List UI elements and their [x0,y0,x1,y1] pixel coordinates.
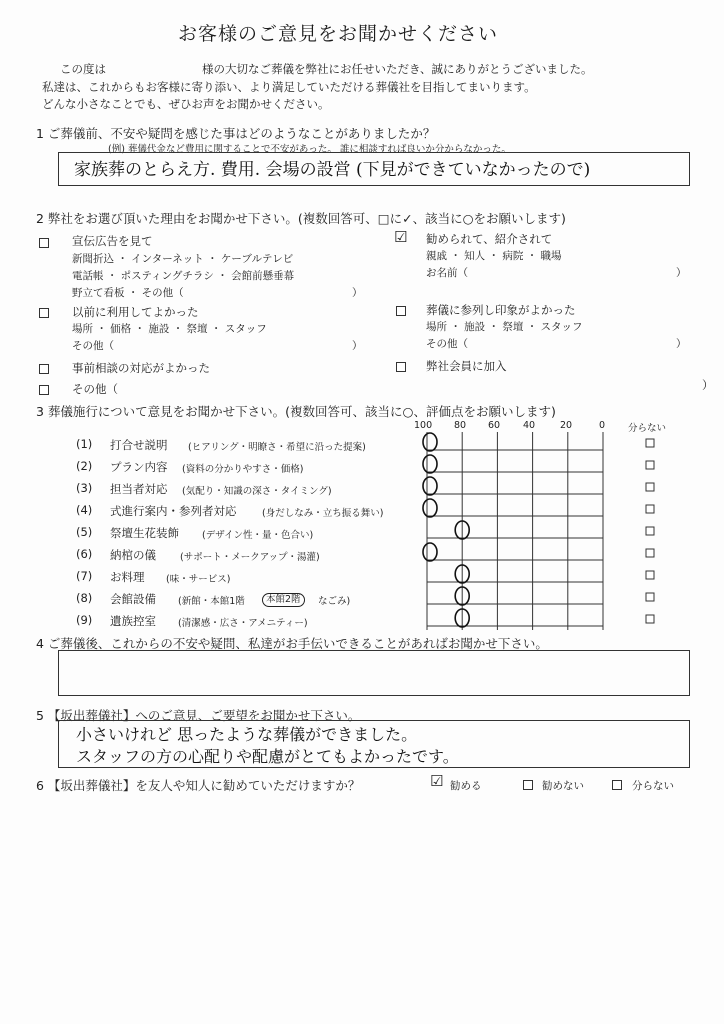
q6-unknown-checkbox[interactable] [612,780,622,790]
q3-item-name: 祭壇生花装飾 [110,526,179,540]
q2-rec-line2: お名前（ [426,267,468,279]
q2-consult-label: 事前相談の対応がよかった [72,361,210,375]
scale-label-80: 80 [454,420,467,431]
q1-answer: 家族葬のとらえ方. 費用. 会場の設営 (下見ができていなかったので) [74,160,591,180]
q2-ad-line1: 新聞折込 ・ インターネット ・ ケーブルテレビ [72,253,294,265]
q3-item-num: (6) [76,547,93,561]
scale-unknown-label: 分らない [628,423,667,434]
q3-item-detail: (清潔感・広さ・アメニティー) [178,618,308,629]
q2-other-close: ） [702,378,714,392]
q3-item-detail: (サポート・メークアップ・湯灌) [180,552,320,563]
score-circle-mark [423,477,437,495]
q3-item-num: (5) [76,525,93,539]
q2-attend-close: ） [676,338,687,350]
scale-label-0: 0 [599,420,606,431]
scale-label-20: 20 [560,420,573,431]
q3-item-detail-circled: 本館2階 [262,593,305,607]
q2-other-label: その他（ [72,382,118,396]
q3-item-detail: (ヒアリング・明瞭さ・希望に沿った提案) [188,442,366,453]
q2-prev-title: 以前に利用してよかった [72,305,199,319]
q3-item-num: (9) [76,613,93,627]
q2-ad-line3: 野立て看板 ・ その他（ [72,287,184,299]
scale-label-100: 100 [414,420,433,431]
q2-rec-checkbox-checked[interactable]: ☑ [394,228,408,246]
q3-unknown-checkbox[interactable] [646,439,654,447]
q3-item-name: 式進行案内・参列者対応 [110,504,237,518]
intro-line2: 私達は、これからもお客様に寄り添い、より満足していただける葬儀社を目指してまいります。 [42,80,536,94]
q3-item-num: (2) [76,459,93,473]
q3-item-detail: (味・サービス) [166,574,231,585]
q3-unknown-checkbox[interactable] [646,571,654,579]
q3-item-detail-suffix: なごみ) [318,596,351,607]
q3-item-detail-prefix: (新館・本館1階 [178,596,245,607]
q1-example: (例) 葬儀代金など費用に関することで不安があった。 誰に相談すれば良いか分からなかった。 [108,144,511,155]
q3-unknown-checkbox[interactable] [646,483,654,491]
q3-item-name: 担当者対応 [110,482,168,496]
q2-prev-close: ） [352,340,363,352]
q3-item-name: 会館設備 [110,592,156,606]
q3-label: 3 葬儀施行について意見をお聞かせ下さい。(複数回答可、該当に○、評価点をお願いします) [36,404,556,419]
q3-item-detail: (気配り・知識の深さ・タイミング) [182,486,332,497]
q3-item-num: (7) [76,569,93,583]
score-circle-mark [423,455,437,473]
q3-item-name: 遺族控室 [110,614,156,628]
q4-answer-box[interactable] [58,650,690,696]
q6-recommend-checkbox-checked[interactable]: ☑ [430,772,444,790]
q3-item-name: 打合せ説明 [110,438,168,452]
q3-item-name: プラン内容 [110,460,168,474]
q3-item-num: (8) [76,591,93,605]
score-circle-mark [423,433,437,451]
intro-line3: どんな小さなことでも、ぜひお声をお聞かせください。 [42,97,330,111]
q3-item-detail: (デザイン性・量・色合い) [202,530,314,541]
q6-opt-recommend: 勧める [450,780,482,792]
q2-rec-title: 勧められて、紹介されて [426,232,553,246]
q2-attend-line2: その他（ [426,338,468,350]
q6-label: 6 【坂出葬儀社】を友人や知人に勧めていただけますか？ [36,778,361,793]
q3-item-num: (1) [76,437,93,451]
q3-item-num: (4) [76,503,93,517]
q2-prev-line1: 場所 ・ 価格 ・ 施設 ・ 祭壇 ・ スタッフ [72,323,267,335]
scale-label-60: 60 [488,420,501,431]
q3-item-detail: (資料の分かりやすさ・価格) [182,464,304,475]
q2-attend-title: 葬儀に参列し印象がよかった [426,303,576,317]
q4-label: 4 ご葬儀後、これからの不安や疑問、私達がお手伝いできることがあればお聞かせ下さい。 [36,636,548,651]
q2-rec-close: ） [676,267,687,279]
q2-ad-close: ） [352,287,363,299]
q3-item-name: お料理 [110,570,145,584]
q2-rec-line1: 親戚 ・ 知人 ・ 病院 ・ 職場 [426,250,562,262]
q3-unknown-checkbox[interactable] [646,461,654,469]
intro-line1-suffix: 様の大切なご葬儀を弊社にお任せいただき、誠にありがとうございました。 [202,62,593,76]
q3-unknown-checkbox[interactable] [646,549,654,557]
q3-unknown-checkbox[interactable] [646,505,654,513]
q3-item-detail: (身だしなみ・立ち振る舞い) [262,508,384,519]
score-circle-mark [423,499,437,517]
q2-ad-line2: 電話帳 ・ ポスティングチラシ ・ 会館前懸垂幕 [72,270,295,282]
q3-unknown-checkbox[interactable] [646,615,654,623]
q3-item-name: 納棺の儀 [110,548,156,562]
scale-label-40: 40 [523,420,536,431]
score-circle-mark [423,543,437,561]
q6-not-recommend-checkbox[interactable] [523,780,533,790]
q5-label: 5 【坂出葬儀社】へのご意見、ご要望をお聞かせ下さい。 [36,708,361,723]
q2-label: 2 弊社をお選び頂いた理由をお聞かせ下さい。(複数回答可、□に✓、該当に○をお願いします) [36,211,566,226]
q6-opt-not-recommend: 勧めない [542,780,584,792]
q2-prev-line2: その他（ [72,340,114,352]
q2-member-label: 弊社会員に加入 [426,359,507,373]
intro-line1-prefix: この度は [60,62,106,76]
page-title: お客様のご意見をお聞かせください [178,23,499,45]
q3-item-num: (3) [76,481,93,495]
q2-attend-line1: 場所 ・ 施設 ・ 祭壇 ・ スタッフ [426,321,583,333]
q5-answer-line1: 小さいけれど 思ったような葬儀ができました。 [76,725,418,744]
q2-ad-title: 宣伝広告を見て [72,234,153,248]
q6-opt-unknown: 分らない [632,780,674,792]
q1-label: 1 ご葬儀前、不安や疑問を感じた事はどのようなことがありましたか？ [36,126,436,141]
q3-unknown-checkbox[interactable] [646,593,654,601]
q5-answer-line2: スタッフの方の心配りや配慮がとてもよかったです。 [76,747,459,766]
q3-unknown-checkbox[interactable] [646,527,654,535]
